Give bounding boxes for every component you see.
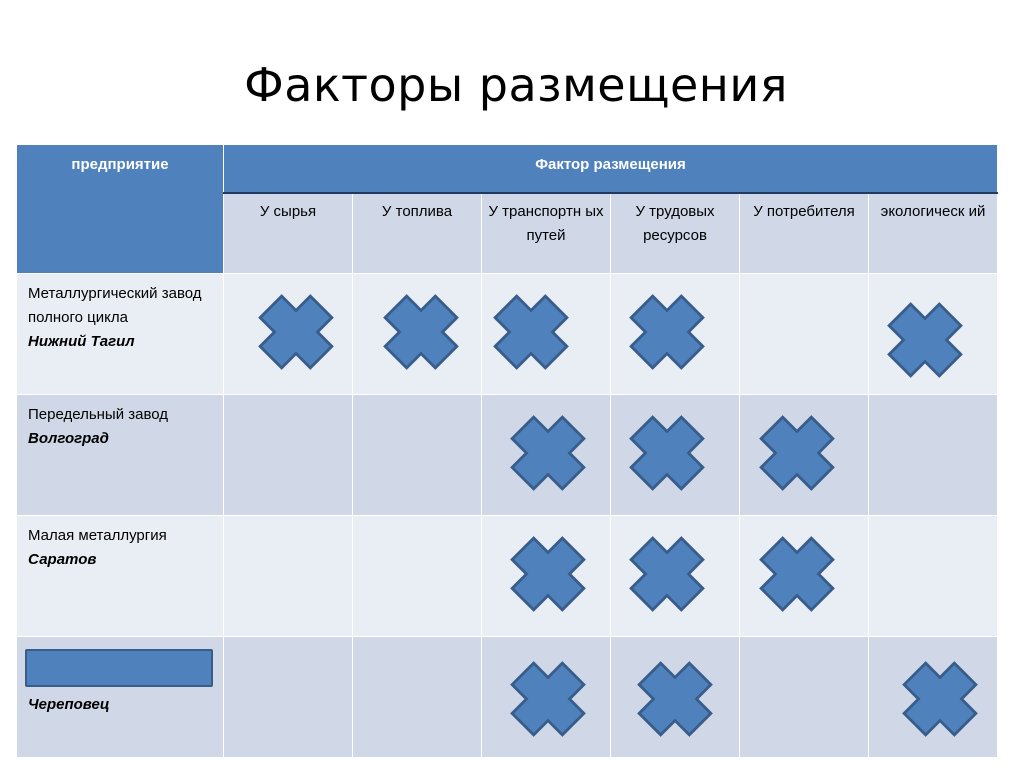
cross-mark-icon [629,294,705,370]
cross-mark-icon [258,294,334,370]
factor-cell [740,637,869,758]
factor-column-header: У топлива [353,193,482,274]
cross-mark-icon [902,661,978,737]
cross-mark-icon [510,661,586,737]
cross-mark-icon [383,294,459,370]
factor-cell [482,637,611,758]
factor-cell [869,516,998,637]
factor-cell [740,274,869,395]
slide-title: Факторы размещения [244,58,788,112]
cross-mark-icon [493,294,569,370]
enterprise-name: Малая металлургия [28,527,167,544]
cross-mark-icon [759,536,835,612]
factor-cell [869,395,998,516]
enterprise-city: Волгоград [28,430,109,447]
enterprise-name: Передельный завод [28,406,169,423]
factor-column-header: У транспортн ых путей [482,193,611,274]
table-row [17,516,998,637]
factor-cell [740,395,869,516]
factor-cell [611,637,740,758]
enterprise-name: Металлургический завод полного цикла [28,285,202,326]
cross-mark-icon [629,536,705,612]
factor-cell [611,516,740,637]
factor-cell [611,395,740,516]
enterprise-cell [17,395,224,516]
factor-cell [224,395,353,516]
cross-mark-icon [759,415,835,491]
enterprise-header: предприятие [17,145,224,274]
factor-cell [353,516,482,637]
factor-column-header: У сырья [224,193,353,274]
factor-cell [482,274,611,395]
cross-mark-icon [637,661,713,737]
factor-cell [869,637,998,758]
factor-cell [482,395,611,516]
factor-column-header: У трудовых ресурсов [611,193,740,274]
factor-column-header: экологическ ий [869,193,998,274]
factor-cell [224,274,353,395]
table-row [17,274,998,395]
factor-cell [869,274,998,395]
factor-cell [353,274,482,395]
factor-cell [353,637,482,758]
factor-cell [224,516,353,637]
enterprise-city: Нижний Тагил [28,333,135,350]
factor-table [16,144,998,758]
table-row [17,637,998,758]
enterprise-city: Череповец [28,696,110,713]
factor-column-header: У потребителя [740,193,869,274]
factor-cell [224,637,353,758]
enterprise-cell [17,516,224,637]
hidden-name-box [25,649,213,687]
factor-cell [353,395,482,516]
cross-mark-icon [629,415,705,491]
cross-mark-icon [510,536,586,612]
table-row [17,395,998,516]
factor-cell [482,516,611,637]
enterprise-city: Саратов [28,551,97,568]
enterprise-cell [17,274,224,395]
enterprise-cell [17,637,224,758]
cross-mark-icon [510,415,586,491]
cross-mark-icon [887,302,963,378]
factor-cell [740,516,869,637]
factor-cell [611,274,740,395]
factor-group-header: Фактор размещения [224,145,998,193]
